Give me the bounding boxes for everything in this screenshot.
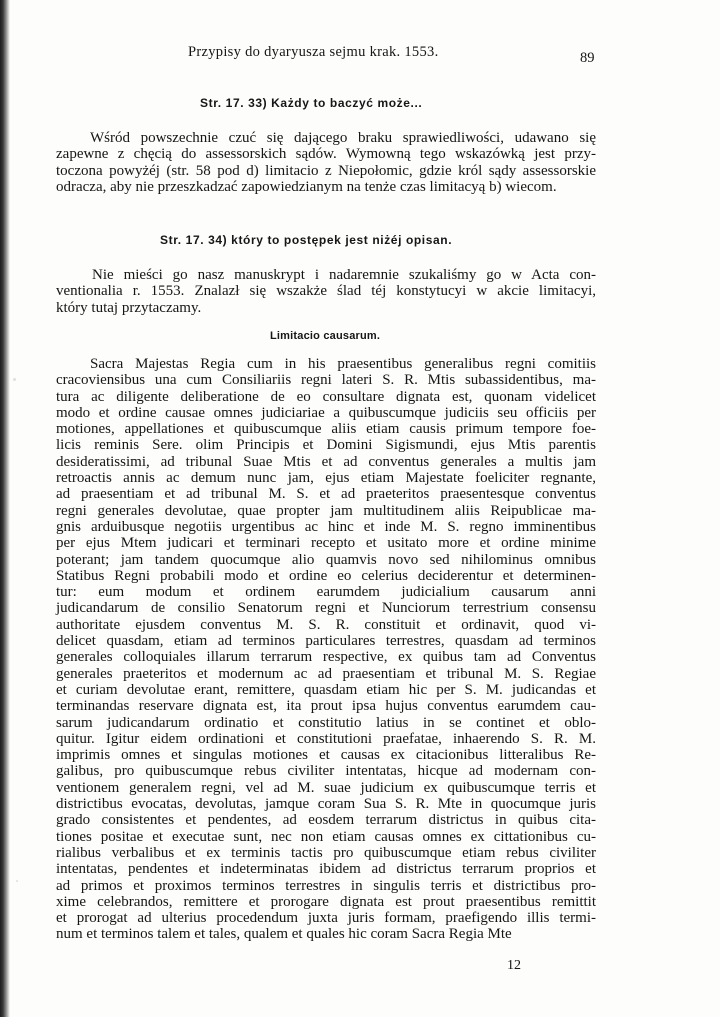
text-line: delicet quasdam, etiam ad terminos particulares terrestres, quasdam ad terminos — [56, 633, 596, 650]
text-line: cracoviensibus una cum Consiliariis regni lateri S. R. Mtis subassidentibus, ma- — [56, 372, 596, 389]
section-heading-limitacio: Limitacio causarum. — [270, 330, 381, 342]
text-line: ventionem generalem regni, vel ad M. suae judicium ex quibuscumque terris et — [56, 779, 596, 796]
text-line: xime celebrandos, remittere et prorogare dignata est prout praesentibus remittit — [56, 893, 596, 910]
text-line: ad primos et proximos terminos terrestres in singulis terris et districtibus pro- — [56, 877, 596, 894]
text-line: districtibus evocatas, devolutas, jamque coram Sua S. R. Mte in quocumque juris — [56, 796, 596, 813]
note-paragraph-34 — [56, 267, 596, 316]
text-line: retroactis annis ac demum nunc jam, ejus etiam Majestate foeliciter regnante, — [56, 470, 596, 487]
text-line: imprimis omnes et singulas motiones et causas ex citacionibus litteralibus Re- — [56, 747, 596, 764]
text-line: judicandarum de consilio Senatorum regni et Nunciorum terrestrium consensu — [56, 600, 596, 617]
text-line: intentatas, pendentes et indeterminatas ibidem ad districtus terrarum proprios et — [56, 861, 596, 878]
text-line: toczona powyżéj (str. 58 pod d) limitacio z Niepołomic, gdzie król sądy assessorskie — [56, 162, 596, 179]
text-line: grado consistentes et pendentes, ad eosdem terrarum districtus in quibus cita- — [56, 812, 596, 829]
note-paragraph-33 — [56, 130, 596, 195]
text-line: który tutaj przytaczamy. — [56, 299, 202, 316]
binding-edge-shadow — [0, 0, 10, 1017]
note-heading-33: Str. 17. 33) Każdy to baczyć może... — [200, 96, 423, 110]
text-line: authoritate ejusdem conventus M. S. R. constituit et ordinavit, quod vi- — [56, 616, 596, 633]
text-line: galibus, pro quibuscumque rebus civiliter intentatas, hicque ad modernam con- — [56, 763, 596, 780]
signature-mark: 12 — [507, 958, 521, 973]
text-line: ventionalia r. 1553. Znalazł się wszakże ślad téj konstytucyi w akcie limitacyi, — [56, 283, 596, 300]
text-line: et curiam devolutae erant, remittere, quasdam etiam hic per S. M. judicandas et — [56, 681, 596, 698]
note-heading-34: Str. 17. 34) który to postępek jest niżéj opisan. — [160, 233, 453, 247]
text-line: desideratissimi, ad tribunal Suae Mtis et ad conventus generales a multis jam — [56, 453, 596, 470]
text-line: zapewne z chęcią do assessorskich sądów. Wymowną tego wskazówką jest przy- — [56, 146, 596, 163]
text-line: licis reminis Sere. olim Principis et Domini Sigismundi, ejus Mtis parentis — [56, 437, 596, 454]
text-line: Nie mieści go nasz manuskrypt i nadaremnie szukaliśmy go w Acta con- — [92, 267, 596, 283]
text-line: generales praeteritos et modernum ac ad praesentiam et tribunal M. S. Regiae — [56, 665, 596, 682]
text-line: tiones positae et executae sunt, nec non etiam causas omnes ex cittationibus cu- — [56, 828, 596, 845]
text-line: odracza, aby nie przeszkadzać zapowiedzianym na tenże czas limitacyą b) wiecom. — [56, 178, 557, 195]
text-line: per ejus Mtem judicari et terminari recepto et usitato more et ordine minime — [56, 535, 596, 552]
text-line: ad praesentiam et ad tribunal M. S. et ad praeteritos praesentesque conventus — [56, 486, 596, 503]
text-line: quitur. Igitur eidem ordinationi et constitutioni praefatae, inhaerendo S. R. M. — [56, 730, 596, 747]
print-smudge — [16, 880, 18, 882]
text-line: generales colloquiales illarum terrarum respective, ex quibus tam ad Conventus — [56, 649, 596, 666]
text-line: poterant; jam tandem quocumque alio quamvis novo sed nihilominus omnibus — [56, 551, 596, 568]
text-line: num et terminos talem et tales, qualem et quales hic coram Sacra Regia Mte — [56, 926, 512, 943]
print-smudge — [13, 378, 16, 381]
text-line: et prorogat ad ulterius procedendum juxta juris formam, praefigendo illis termi- — [56, 910, 596, 927]
text-line: modo et ordine causae omnes judiciariae a quibuscumque judiciis seu officiis per — [56, 404, 596, 421]
text-line: sarum judicandarum ordinatio et constitutio latius in se continet et oblo- — [56, 714, 596, 731]
text-line: terminandas reservare dignata est, ita prout ipsa hujus conventus earumdem cau- — [56, 698, 596, 715]
text-line: rialibus verbalibus et ex terminis tactis pro quibuscumque etiam rebus civiliter — [56, 844, 596, 861]
limitacio-paragraph — [56, 356, 596, 943]
text-line: motiones, appellationes et quibuscumque aliis etiam causis primum tempore foe- — [56, 421, 596, 438]
text-line: tur: eum modum et ordinem earumdem judicialium causarum anni — [56, 584, 596, 601]
text-line: Statibus Regni probabili modo et ordine eo celerius deciderentur et determinen- — [56, 567, 596, 584]
text-line: tura ac diligente deliberatione de eo consultare dignata est, quonam videlicet — [56, 388, 596, 405]
text-line: gnis arduibusque negotiis urgentibus ac hinc et inde M. S. regno imminentibus — [56, 518, 596, 535]
text-line: Sacra Majestas Regia cum in his praesentibus generalibus regni comitiis — [90, 356, 596, 372]
text-line: regni generales devolutae, quae propter jam multitudinem aliis Reipublicae ma- — [56, 502, 596, 519]
running-head: Przypisy do dyaryusza sejmu krak. 1553. — [188, 44, 439, 60]
page-number: 89 — [580, 50, 595, 66]
text-line: Wśród powszechnie czuć się dającego braku sprawiedliwości, udawano się — [90, 130, 596, 146]
